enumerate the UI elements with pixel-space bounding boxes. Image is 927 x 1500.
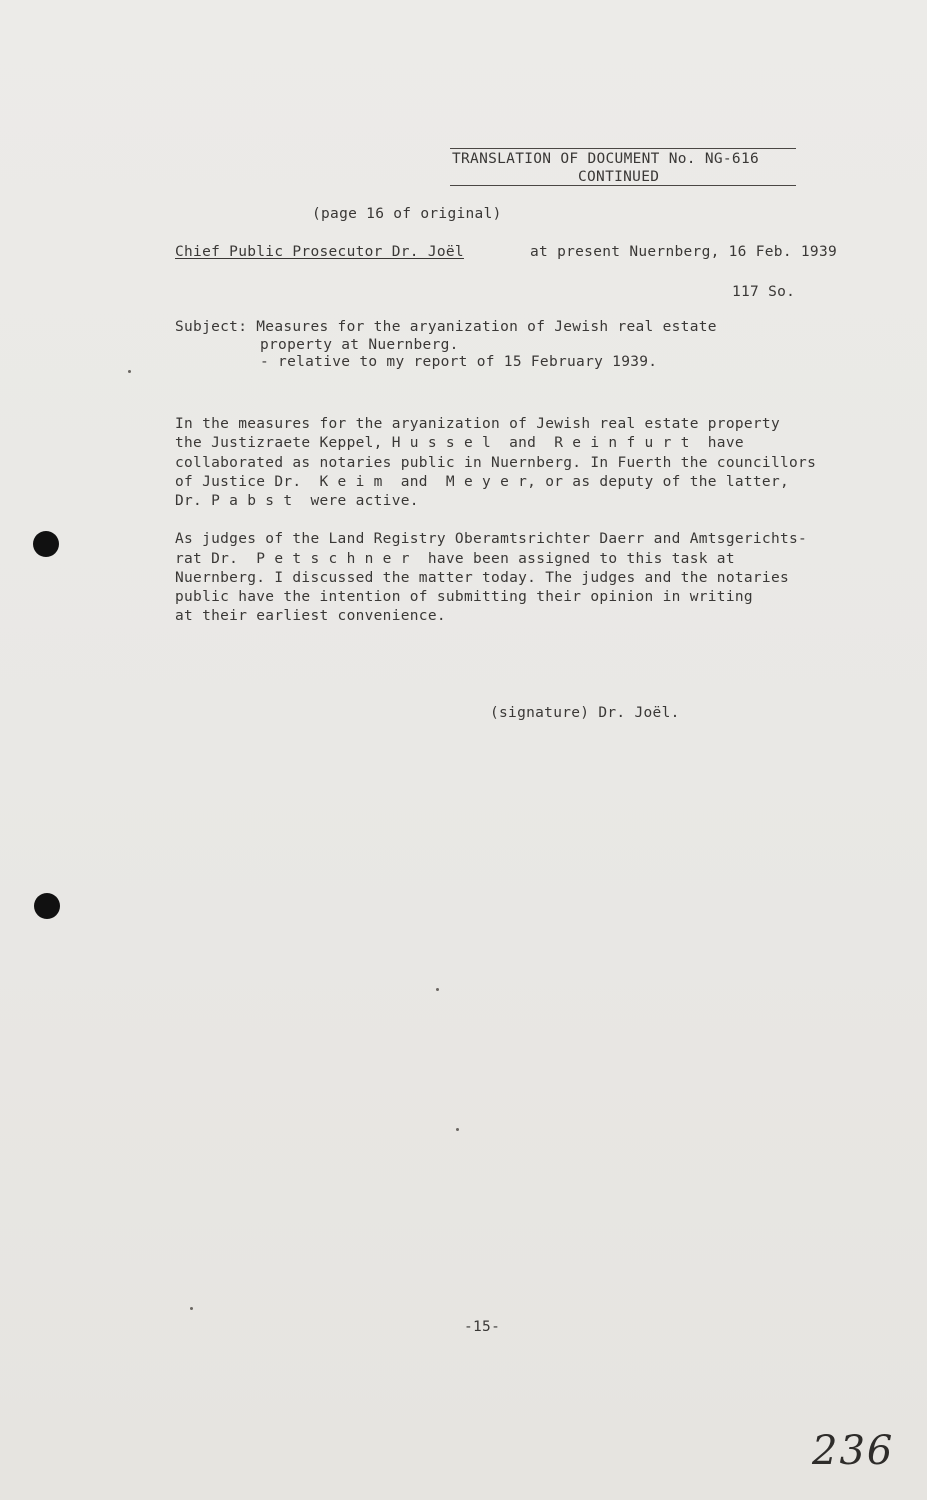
paragraph-line: of Justice Dr. K e i m and M e y e r, or as deputy of the latter, [175,474,790,490]
paragraph-line: Dr. P a b s t were active. [175,493,419,509]
paragraph-line: rat Dr. P e t s c h n e r have been assigned to this task at [175,551,735,567]
signature: (signature) Dr. Joël. [490,705,680,721]
paragraph-line: In the measures for the aryanization of Jewish real estate property [175,416,780,432]
subject-line-1: Subject: Measures for the aryanization of Jewish real estate [175,319,717,335]
paper-speck [190,1307,193,1310]
paragraph-line: the Justizraete Keppel, H u s s e l and R e i n f u r t have [175,435,744,451]
paragraph-line: As judges of the Land Registry Oberamtsrichter Daerr and Amtsgerichts- [175,531,808,547]
handwritten-page-number: 236 [812,1428,895,1474]
file-reference: 117 So. [732,284,796,300]
paragraph-line: Nuernberg. I discussed the matter today. The judges and the notaries [175,570,790,586]
paragraph-line: collaborated as notaries public in Nuernberg. In Fuerth the councillors [175,455,817,471]
place-date: at present Nuernberg, 16 Feb. 1939 [530,244,838,260]
paragraph-line: at their earliest convenience. [175,608,446,624]
paragraph-line: public have the intention of submitting their opinion in writing [175,589,753,605]
subject-line-3: - relative to my report of 15 February 1939. [260,354,658,370]
sender-line: Chief Public Prosecutor Dr. Joël [175,244,464,260]
paper-speck [436,988,439,991]
header-rule-bottom [450,185,796,186]
subject-line-2: property at Nuernberg. [260,337,459,353]
page-reference: (page 16 of original) [312,206,502,222]
page-number: -15- [464,1319,501,1335]
header-rule-top [450,148,796,149]
document-title: TRANSLATION OF DOCUMENT No. NG-616 [452,151,760,167]
punch-hole-bottom [34,893,60,919]
document-subtitle: CONTINUED [578,169,660,185]
paper-speck [128,370,131,373]
paper-speck [456,1128,459,1131]
punch-hole-top [33,531,59,557]
